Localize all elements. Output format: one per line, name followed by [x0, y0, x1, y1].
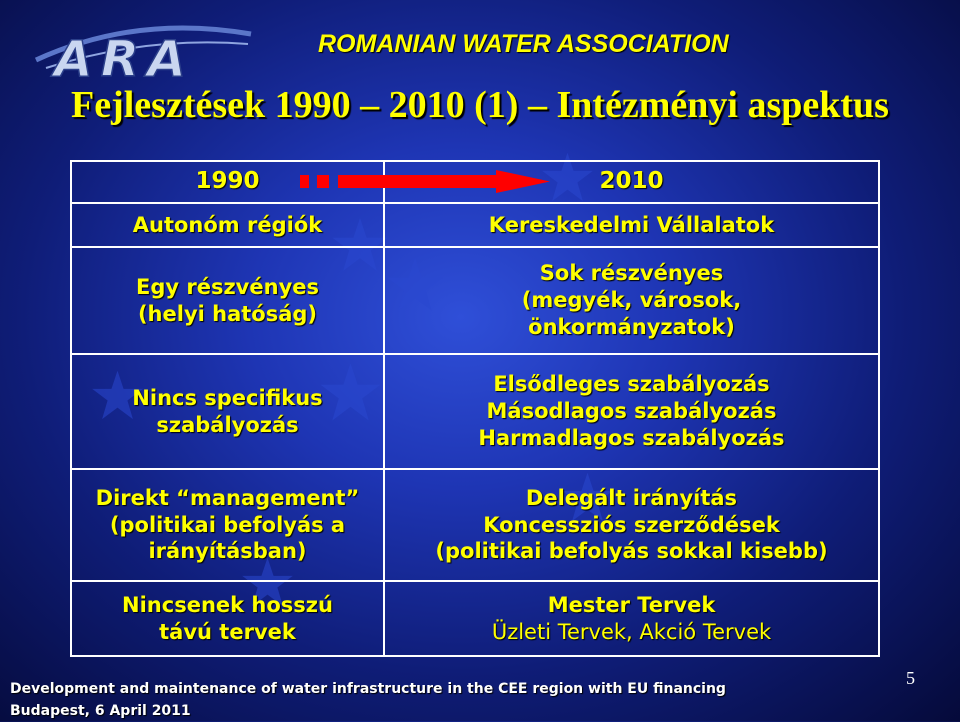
header-2010-text: 2010: [599, 168, 664, 195]
page-number: 5: [906, 668, 915, 688]
row-4-right-cell: [385, 470, 878, 580]
cell-text: irányításban): [148, 539, 307, 564]
footer-event-title: Development and maintenance of water infrastructure in the CEE region with EU financing: [10, 681, 726, 697]
ara-logo: [26, 22, 256, 82]
cell-text: Egy részvényes: [135, 274, 319, 299]
row-5-left-cell: [72, 582, 383, 655]
cell-text: Másodlagos szabályozás: [486, 399, 777, 424]
cell-text: Üzleti Tervek, Akció Tervek: [491, 619, 772, 644]
cell-text: (helyi hatóság): [137, 301, 318, 326]
cell-text: (megyék, városok,: [521, 288, 742, 313]
cell-text: távú tervek: [159, 619, 296, 644]
cell-text: Sok részvényes: [539, 261, 724, 286]
cell-text: Mester Tervek: [547, 592, 716, 617]
slide-title: Fejlesztések 1990 – 2010 (1) – Intézményi aspektus: [71, 84, 889, 126]
row-3-left-cell: [72, 355, 383, 468]
row-5-right-cell: [385, 582, 878, 655]
cell-text: Nincsenek hosszú: [122, 592, 333, 617]
comparison-table: [70, 160, 880, 657]
row-3-right-cell: [385, 355, 878, 468]
row-4-left-cell: [72, 470, 383, 580]
cell-text: Nincs specifikus: [132, 385, 323, 410]
cell-text: (politikai befolyás a: [109, 512, 346, 537]
row-2-left-cell: [72, 248, 383, 353]
row-1-left-cell: [72, 204, 383, 246]
footer-event-date: Budapest, 6 April 2011: [10, 703, 191, 719]
row-1-right-cell: [385, 204, 878, 246]
cell-text: (politikai befolyás sokkal kisebb): [435, 539, 828, 564]
cell-text: Harmadlagos szabályozás: [478, 425, 785, 450]
cell-text: Elsődleges szabályozás: [493, 372, 770, 397]
logo-text: ARA: [54, 30, 194, 82]
row-2-right-cell: [385, 248, 878, 353]
red-arrow-icon: [300, 170, 550, 194]
cell-text: szabályozás: [156, 412, 299, 437]
cell-text: Delegált irányítás: [525, 485, 738, 510]
cell-text: Kereskedelmi Vállalatok: [488, 212, 775, 237]
cell-text: Koncessziós szerződések: [483, 512, 780, 537]
organization-name: ROMANIAN WATER ASSOCIATION: [318, 30, 729, 58]
cell-text: önkormányzatok): [528, 314, 735, 339]
cell-text: Autonóm régiók: [132, 212, 323, 237]
cell-text: Direkt “management”: [95, 485, 360, 510]
header-1990-text: 1990: [195, 168, 260, 195]
footer: [10, 678, 726, 722]
